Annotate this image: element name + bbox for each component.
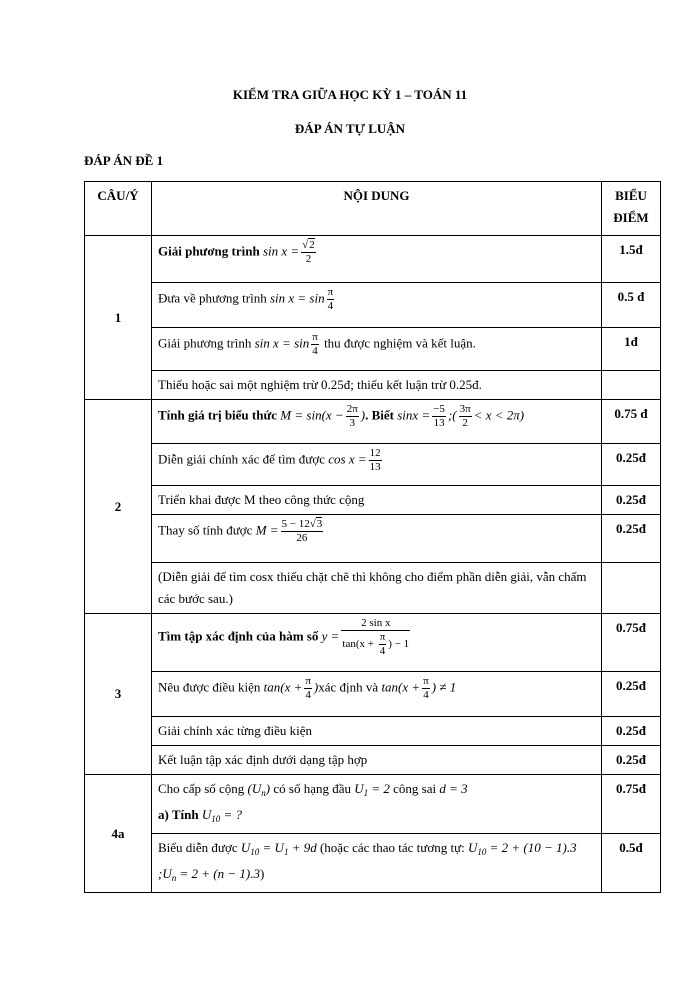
q1-row1-points: 1.5đ: [602, 236, 661, 283]
q2-label: 2: [85, 400, 152, 614]
q4a-row1: Cho cấp số cộng $(U_n)$ có số hạng đầu $U_1 = 2$ công sai d = 3 a) Tính $U_{10}$ = ?: [152, 775, 602, 834]
table-row: [85, 563, 661, 614]
table-row: [85, 672, 661, 717]
q3-row1: Tìm tập xác định của hàm số y = 2 sin x tan(x + $\frac{\pi}{4}$ ) − 1: [152, 614, 602, 672]
table-row: [85, 328, 661, 371]
table-row: [85, 371, 661, 400]
q2-row5: (Diễn giải để tìm cosx thiếu chặt chẽ thì không cho điểm phần diễn giải, vẫn chấm các bước sau.): [152, 563, 602, 614]
table-row: [85, 746, 661, 775]
q3-label: 3: [85, 614, 152, 775]
q4a-row1-points: 0.75đ: [602, 775, 661, 834]
q3-row4-points: 0.25đ: [602, 746, 661, 775]
q1-row3: Giải phương trình sin x = sin $\frac{\pi}{4}$ thu được nghiệm và kết luận.: [152, 328, 602, 371]
table-row: [85, 486, 661, 515]
q2-row1: Tính giá trị biểu thức M = sin(x − $\frac{2\pi}{3}$ ). Biết sinx = $\frac{-5}{13}$ ;( $\frac{3\pi}{2}$ < x < 2π): [152, 400, 602, 444]
table-row: [85, 400, 661, 444]
q1-label: 1: [85, 236, 152, 400]
q1-row4: Thiếu hoặc sai một nghiệm trừ 0.25đ; thiếu kết luận trừ 0.25đ.: [152, 371, 602, 400]
q4a-row2-points: 0.5đ: [602, 834, 661, 893]
q1-row2-points: 0.5 đ: [602, 283, 661, 328]
table-row: [85, 515, 661, 563]
q1-row3-points: 1đ: [602, 328, 661, 371]
table-row: [85, 775, 661, 834]
answer-table: [84, 181, 661, 893]
q3-row4: Kết luận tập xác định dưới dạng tập hợp: [152, 746, 602, 775]
table-row: [85, 834, 661, 893]
header-diem: BIỂU ĐIỂM: [602, 182, 661, 236]
table-row: [85, 717, 661, 746]
q4a-label: 4a: [85, 775, 152, 893]
q4a-row2: Biểu diễn được $U_{10} = U_1 + 9d$ (hoặc các thao tác tương tự: $U_{10} = 2 + (10 - 1).3$ $;U_n = 2 + (n - 1).3$): [152, 834, 602, 893]
q2-row2: Diễn giải chính xác để tìm được cos x = $\frac{12}{13}$: [152, 444, 602, 486]
table-row: [85, 614, 661, 672]
q3-row2-points: 0.25đ: [602, 672, 661, 717]
q2-row2-points: 0.25đ: [602, 444, 661, 486]
q2-row4: Thay số tính được M = $\frac{5 - 12√3}{26}$: [152, 515, 602, 563]
q3-row1-points: 0.75đ: [602, 614, 661, 672]
document-subtitle: ĐÁP ÁN TỰ LUẬN: [294, 121, 406, 136]
q1-row1: Giải phương trình sin x = $\frac{√2}{2}$: [152, 236, 602, 283]
section-heading: ĐÁP ÁN ĐỀ 1: [84, 153, 164, 168]
table-row: [85, 283, 661, 328]
q2-row3-points: 0.25đ: [602, 486, 661, 515]
header-cau: CÂU/Ý: [85, 182, 152, 236]
table-row: [85, 236, 661, 283]
q1-row2: Đưa về phương trình sin x = sin $\frac{\pi}{4}$: [152, 283, 602, 328]
q2-row1-points: 0.75 đ: [602, 400, 661, 444]
q2-row5-points: [602, 563, 661, 614]
q1-row4-points: [602, 371, 661, 400]
q3-row2: Nêu được điều kiện tan(x + $\frac{\pi}{4}$ )xác định và tan(x + $\frac{\pi}{4}$ ) ≠ 1: [152, 672, 602, 717]
q2-row4-points: 0.25đ: [602, 515, 661, 563]
table-row: [85, 444, 661, 486]
q3-row3-points: 0.25đ: [602, 717, 661, 746]
q2-row3: Triển khai được M theo công thức cộng: [152, 486, 602, 515]
header-noidung: NỘI DUNG: [152, 182, 602, 236]
table-header-row: [85, 182, 661, 236]
document-title: KIỂM TRA GIỮA HỌC KỲ 1 – TOÁN 11: [232, 87, 468, 102]
q3-row3: Giải chính xác từng điều kiện: [152, 717, 602, 746]
